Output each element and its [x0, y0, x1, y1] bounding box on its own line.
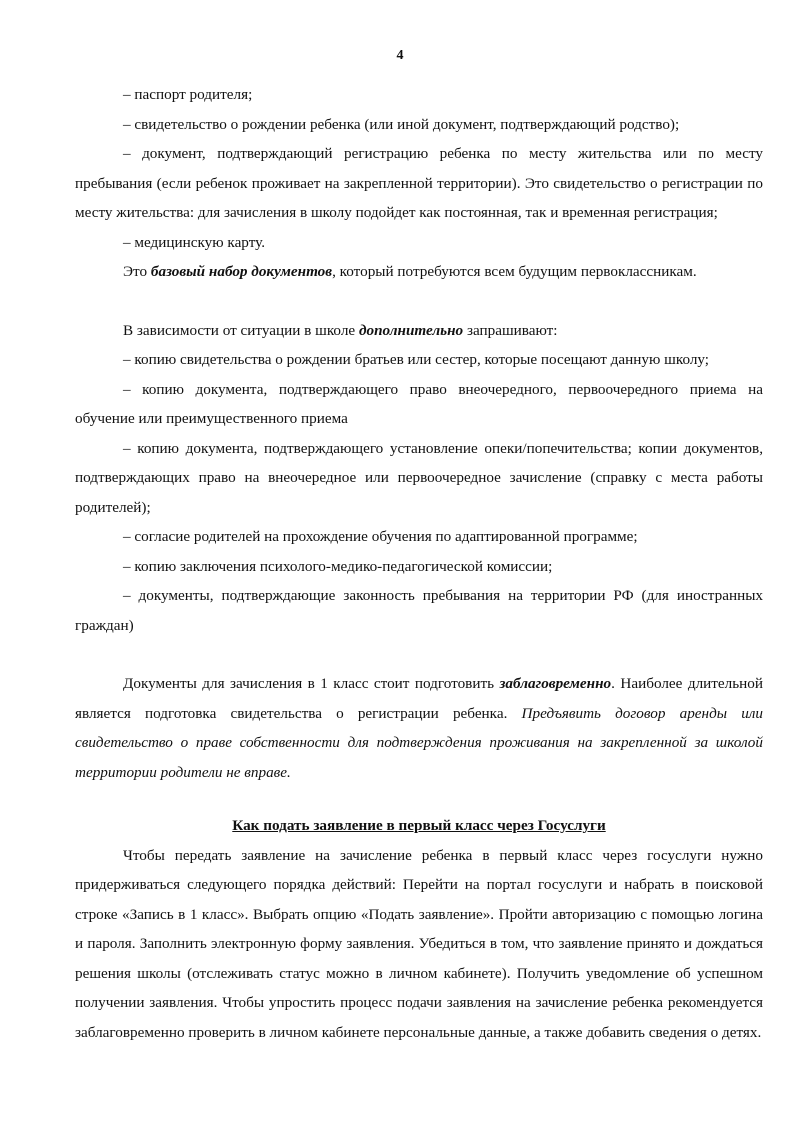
list-item: – копию документа, подтверждающего право внеочередного, первоочередного приема на обучение или преимущественного приема: [75, 380, 763, 427]
list-item: – копию свидетельства о рождении братьев или сестер, которые посещают данную школу;: [123, 351, 710, 368]
list-item: – паспорт родителя;: [123, 86, 253, 103]
basic-text-before: Это: [123, 263, 151, 280]
list-item: – свидетельство о рождении ребенка (или иной документ, подтверждающий родство);: [123, 115, 680, 133]
additional-paragraph: [75, 316, 763, 346]
basic-set-paragraph: [75, 257, 763, 287]
list-item: – копию документа, подтверждающего установление опеки/попечительства; копии документов, подтверждающих право на внеочередное или первоочередное зачисление (справку с места работы родителей);: [75, 439, 763, 516]
document-body: [75, 80, 763, 1047]
advance-italic-note: Предъявить договор аренды или свидетельство о праве собственности для подтверждения проживания на закрепленной за школой территории родители не вправе.: [75, 704, 764, 781]
list-item: – медицинскую карту.: [123, 233, 266, 251]
list-item: – согласие родителей на прохождение обучения по адаптированной программе;: [123, 528, 638, 545]
advance-emphasis: заблаговременно: [499, 675, 612, 692]
advance-text-after: . Наиболее длительной является подготовка свидетельства о регистрации ребенка.: [75, 675, 764, 722]
list-item: – документ, подтверждающий регистрацию ребенка по месту жительства или по месту пребывания (если ребенок проживает на закрепленной территории). Это свидетельство о регистрации по месту жительства: для зачисления в школу подойдет как постоянная, так и временная регистрация;: [75, 145, 763, 221]
additional-text-before: В зависимости от ситуации в школе: [123, 321, 359, 339]
basic-text-after: , который потребуются всем будущим первоклассникам.: [332, 263, 697, 280]
paragraph-spacer: [75, 787, 763, 811]
basic-emphasis: базовый набор документов: [150, 263, 333, 280]
advance-text-before: Документы для зачисления в 1 класс стоит подготовить: [123, 675, 500, 692]
section-heading: Как подать заявление в первый класс через Госуслуги: [232, 817, 606, 834]
paragraph-spacer: [75, 287, 763, 316]
additional-text-after: запрашивают:: [463, 321, 558, 339]
final-paragraph: Чтобы передать заявление на зачисление ребенка в первый класс через госуслуги нужно придерживаться следующего порядка действий: Перейти на портал госуслуги и набрать в поисковой строке «Запись в 1 класс». Выбрать опцию «Подать заявление». Пройти авторизацию с помощью логина и пароля. Заполнить электронную форму заявления. Убедиться в том, что заявление принято и дождаться решения школы (отслеживать статус можно в личном кабинете). Получить уведомление об успешном получении заявления. Чтобы упростить процесс подачи заявления на зачисление ребенка рекомендуется заблаговременно проверить в личном кабинете персональные данные, а также добавить сведения о детях.: [75, 846, 763, 1041]
additional-emphasis: дополнительно: [358, 321, 464, 339]
paragraph-spacer: [75, 640, 763, 669]
list-item: – документы, подтверждающие законность пребывания на территории РФ (для иностранных граждан): [75, 587, 763, 634]
page-number: 4: [396, 48, 404, 63]
advance-paragraph: [75, 669, 763, 787]
list-item: – копию заключения психолого-медико-педагогической комиссии;: [123, 557, 553, 575]
